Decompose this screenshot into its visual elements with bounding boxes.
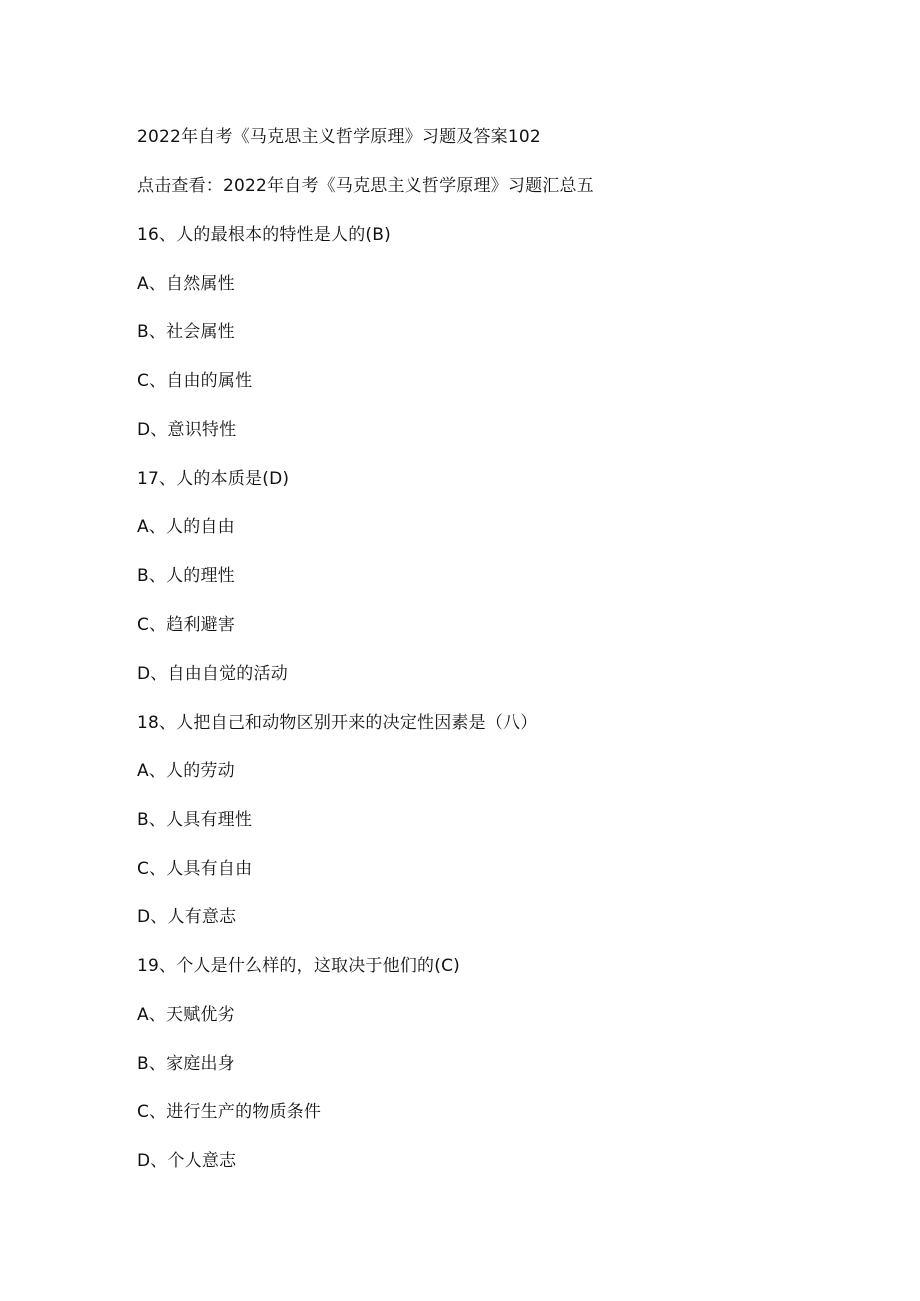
question-18-option-c: C、人具有自由: [137, 859, 253, 879]
question-16-option-a: A、自然属性: [137, 274, 235, 294]
question-19-option-a: A、天赋优劣: [137, 1005, 235, 1025]
question-18-option-d: D、人有意志: [137, 907, 237, 927]
question-16-option-c: C、自由的属性: [137, 371, 253, 391]
view-summary-link[interactable]: 点击查看：2022年自考《马克思主义哲学原理》习题汇总五: [137, 176, 594, 196]
question-18-stem: 18、人把自己和动物区别开来的决定性因素是（八）: [137, 713, 538, 733]
question-17-option-c: C、趋利避害: [137, 615, 236, 635]
question-17-option-b: B、人的理性: [137, 566, 235, 586]
question-17-option-d: D、自由自觉的活动: [137, 664, 288, 684]
question-19-stem: 19、个人是什么样的，这取决于他们的(C): [137, 956, 460, 976]
question-16-stem: 16、人的最根本的特性是人的(B): [137, 225, 391, 245]
question-16-option-b: B、社会属性: [137, 322, 235, 342]
question-17-stem: 17、人的本质是(D): [137, 469, 290, 489]
document-title: 2022年自考《马克思主义哲学原理》习题及答案102: [137, 127, 541, 147]
question-18-option-a: A、人的劳动: [137, 761, 235, 781]
question-19-option-d: D、个人意志: [137, 1151, 237, 1171]
question-19-option-b: B、家庭出身: [137, 1054, 235, 1074]
question-18-option-b: B、人具有理性: [137, 810, 253, 830]
question-19-option-c: C、进行生产的物质条件: [137, 1102, 322, 1122]
question-16-option-d: D、意识特性: [137, 420, 237, 440]
question-17-option-a: A、人的自由: [137, 517, 235, 537]
